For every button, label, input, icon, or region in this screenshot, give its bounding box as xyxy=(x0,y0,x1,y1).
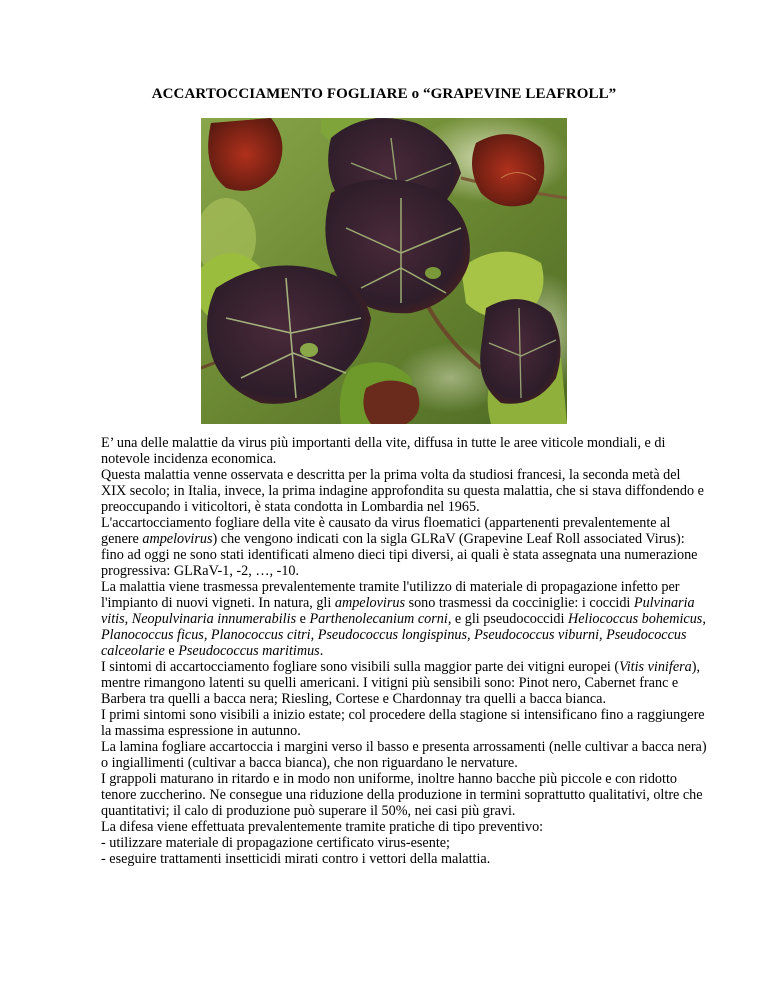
text-run: Questa malattia venne osservata e descritta per la prima volta da studiosi francesi, la seconda metà del XIX secolo; in Italia, invece, la prima indagine approfondita su questa malattia, che si stava diffondendo e preoccupando i viticoltori, è stata condotta in Lombardia nel 1965. xyxy=(101,467,704,515)
body-paragraph xyxy=(101,579,707,659)
body-paragraph xyxy=(101,771,707,819)
italic-text-run: ampelovirus xyxy=(334,595,406,611)
italic-text-run: Neopulvinaria innumerabilis xyxy=(131,611,297,627)
text-run: La lamina fogliare accartoccia i margini verso il basso e presenta arrossamenti (nelle cultivar a bacca nera) o ingiallimenti (cultivar a bacca bianca), che non riguardano le nervature. xyxy=(101,739,707,771)
italic-text-run: ampelovirus xyxy=(142,531,213,547)
text-run: La difesa viene effettuata prevalentemente tramite pratiche di tipo preventivo: xyxy=(101,819,544,835)
body-paragraph xyxy=(101,851,707,867)
text-run: - eseguire trattamenti insetticidi mirati contro i vettori della malattia. xyxy=(101,851,491,867)
text-run: , e gli pseudococcidi xyxy=(447,611,568,627)
body-paragraph xyxy=(101,819,707,835)
body-paragraph xyxy=(101,659,707,707)
body-paragraph xyxy=(101,835,707,851)
text-run: ), mentre rimangono latenti su quelli americani. I vitigni più sensibili sono: Pinot nero, Cabernet franc e Barbera tra quelli a bacca nera; Riesling, Cortese e Chardonnay tra quelli a bacca bianca. xyxy=(101,659,701,707)
photo-illustration xyxy=(201,118,567,424)
body-paragraph xyxy=(101,515,707,579)
text-run: . xyxy=(319,643,324,659)
text-run: L'accartocciamento fogliare della vite è causato da virus floematici (appartenenti prevalentemente al genere xyxy=(101,515,671,547)
body-paragraph xyxy=(101,435,707,467)
text-run: - utilizzare materiale di propagazione certificato virus-esente; xyxy=(101,835,450,851)
body-paragraph xyxy=(101,707,707,739)
text-run: La malattia viene trasmessa prevalentemente tramite l'utilizzo di materiale di propagazione infetto per l'impianto di nuovi vigneti. In natura, gli xyxy=(101,579,680,611)
text-run: I sintomi di accartocciamento fogliare sono visibili sulla maggior parte dei vitigni europei ( xyxy=(101,659,620,675)
text-run: e xyxy=(296,611,310,627)
document-title: ACCARTOCCIAMENTO FOGLIARE o “GRAPEVINE LEAFROLL” xyxy=(151,86,617,102)
italic-text-run: Pulvinaria vitis xyxy=(101,595,695,627)
body-paragraph xyxy=(101,739,707,771)
italic-text-run: Vitis vinifera xyxy=(619,659,692,675)
body-paragraph xyxy=(101,467,707,515)
text-run: I grappoli maturano in ritardo e in modo non uniforme, inoltre hanno bacche più piccole e con ridotto tenore zuccherino. Ne consegue una riduzione della produzione in termini soprattutto qualitativi, oltre che quantitativi; il calo di produzione può superare il 50%, nei casi più gravi. xyxy=(101,771,703,819)
italic-text-run: Pseudococcus maritimus xyxy=(178,643,320,659)
text-run: ) che vengono indicati con la sigla GLRaV (Grapevine Leaf Roll associated Virus): fino ad oggi ne sono stati identificati almeno dieci tipi diversi, ai quali è stata assegnata una numerazione progressiva: GLRaV-1, -2, …, -10. xyxy=(101,531,698,579)
text-run: , xyxy=(124,611,132,627)
text-run: sono trasmessi da cocciniglie: i coccidi xyxy=(405,595,634,611)
document-body xyxy=(101,435,707,867)
text-run: E’ una delle malattie da virus più importanti della vite, diffusa in tutte le aree viticole mondiali, e di notevole incidenza economica. xyxy=(101,435,666,467)
italic-text-run: Parthenolecanium corni xyxy=(309,611,448,627)
text-run: I primi sintomi sono visibili a inizio estate; col procedere della stagione si intensificano fino a raggiungere la massima espressione in autunno. xyxy=(101,707,705,739)
text-run: e xyxy=(164,643,179,659)
grapevine-leafroll-photo xyxy=(201,118,567,424)
italic-text-run: Heliococcus bohemicus, Planococcus ficus, Planococcus citri, Pseudococcus longispinus, Pseudococcus viburni, Pseudococcus calceolarie xyxy=(101,611,706,659)
